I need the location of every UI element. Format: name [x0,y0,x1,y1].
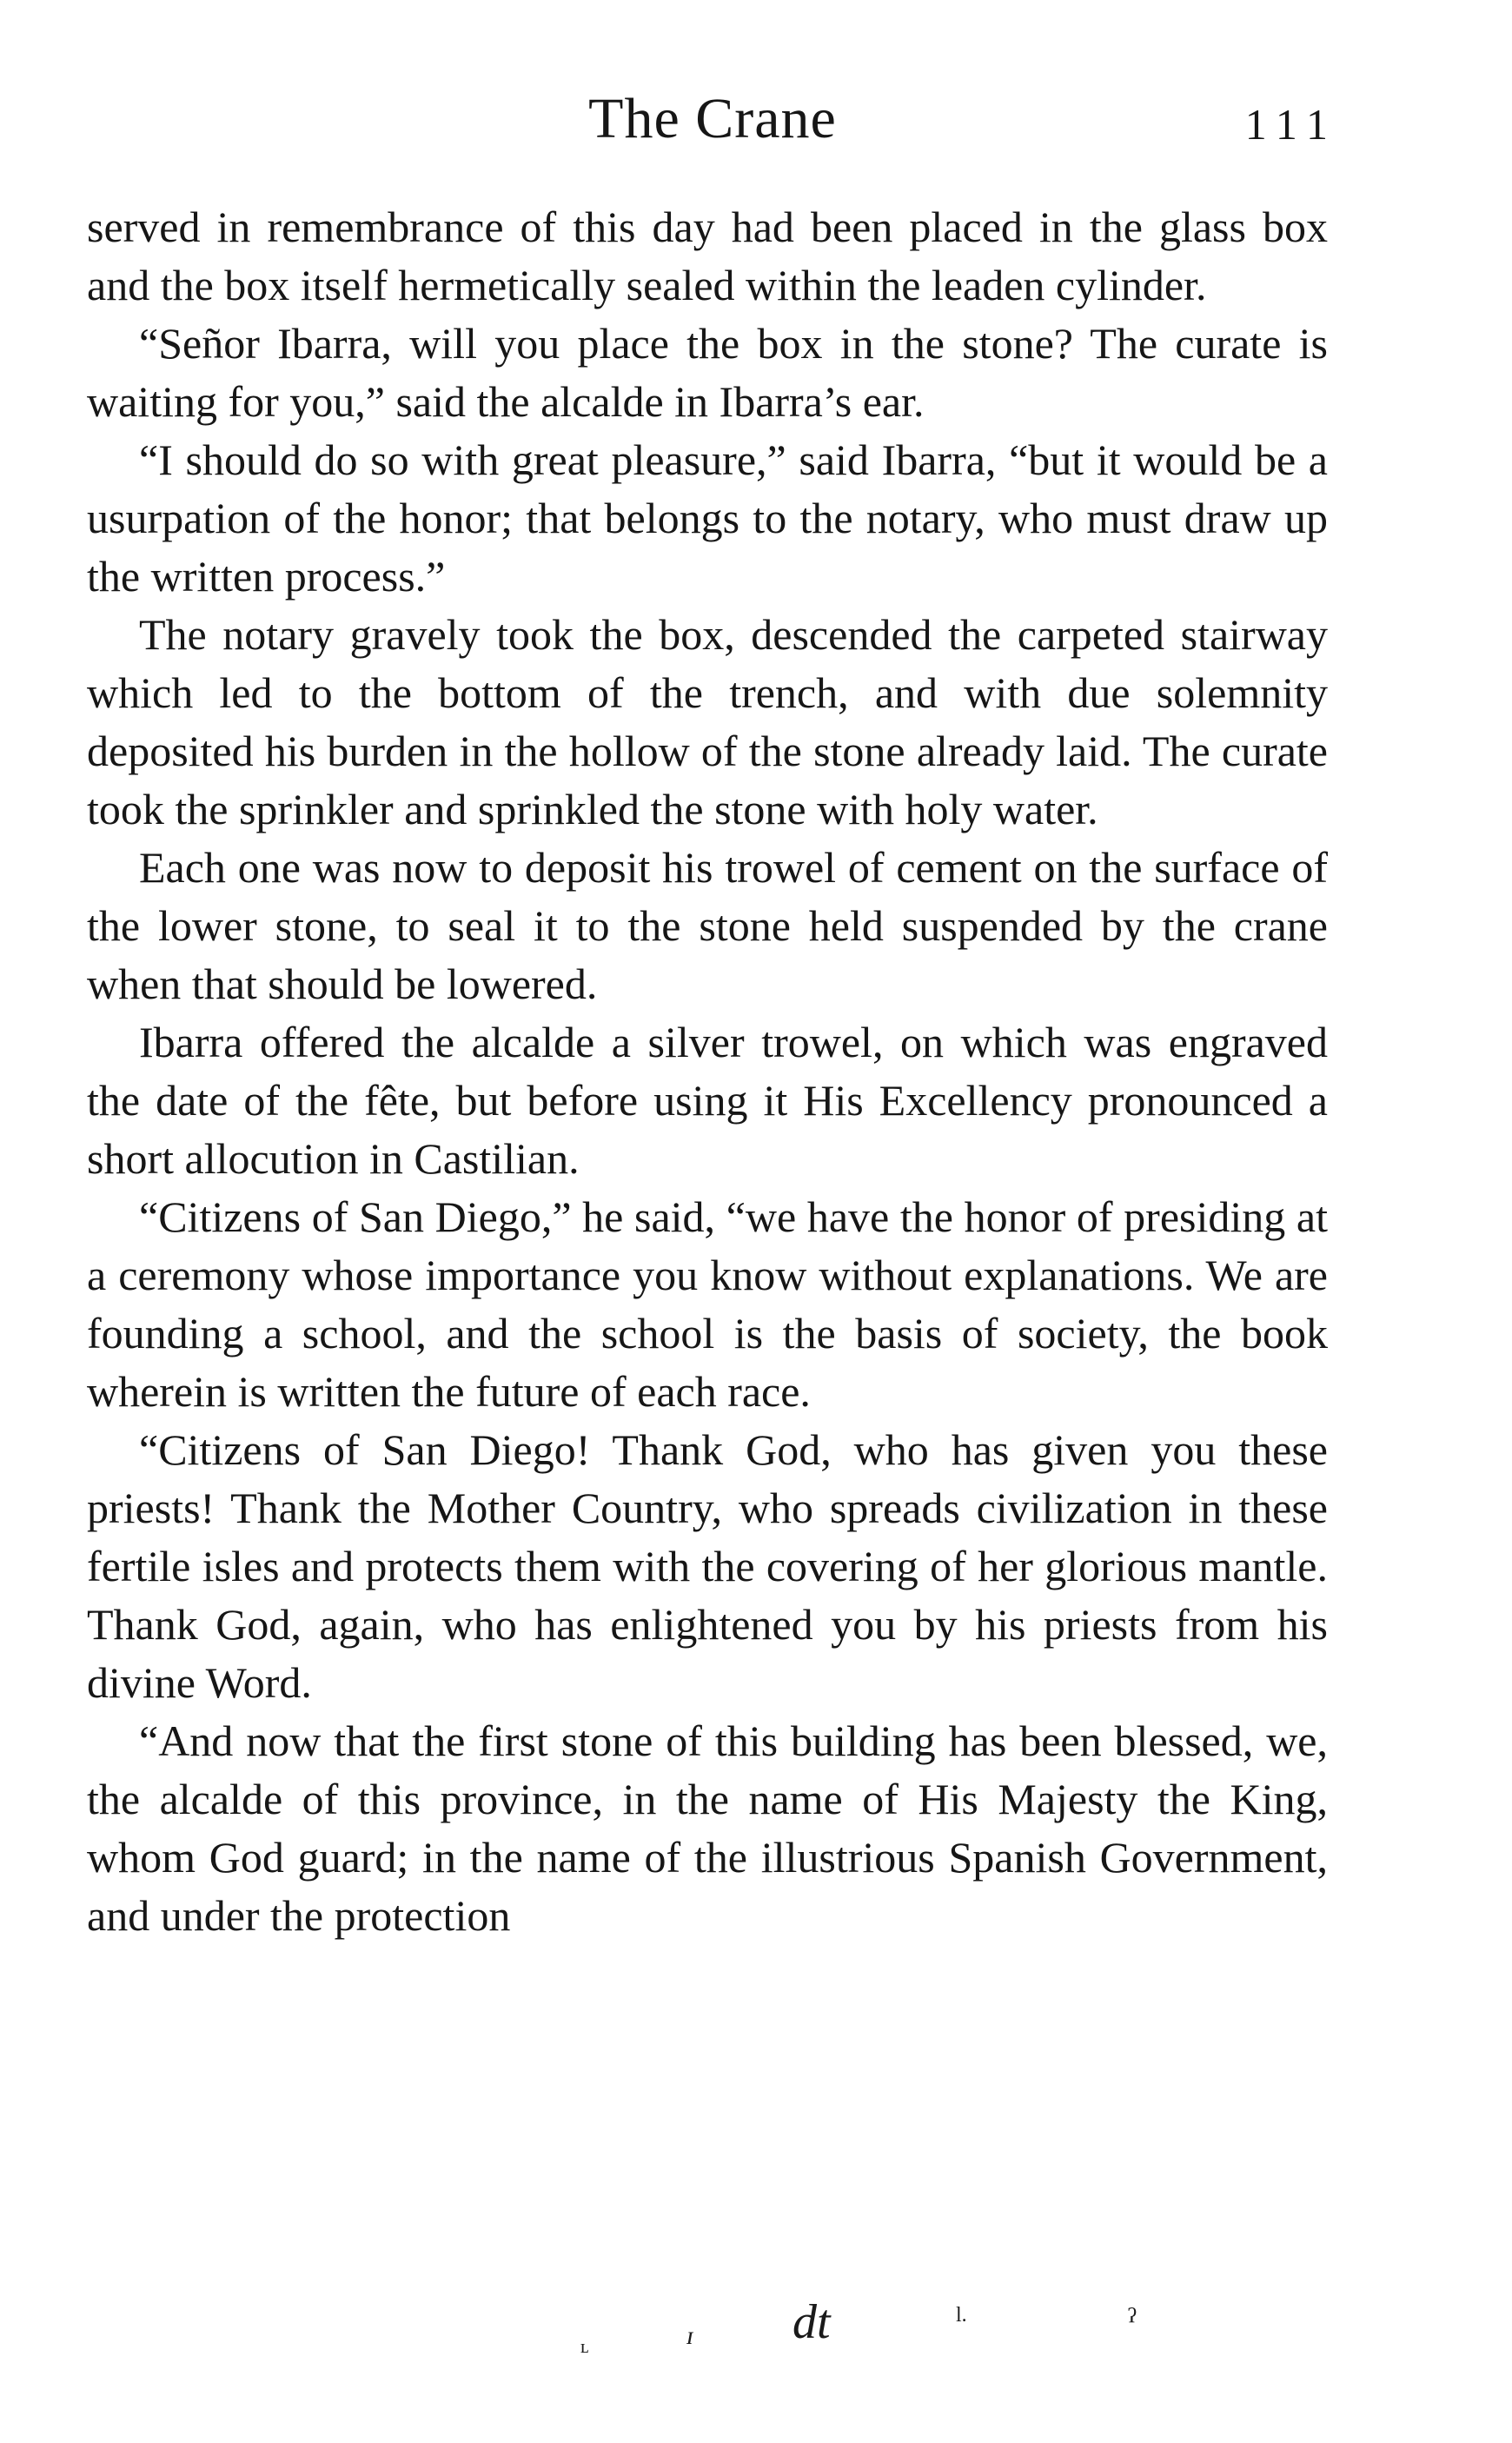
paragraph: Ibarra offered the alcalde a silver trowel, on which was engraved the date of the fête, but before using it His Excellency pronounced a short allocution in Castilian. [87,1018,1328,1183]
print-mark: ʟ [580,2335,589,2357]
paragraph: “And now that the first stone of this building has been blessed, we, the alcalde of this province, in the name of His Majesty the King, whom God guard; in the name of the illustrious Spanish Government, and under the protection [87,1716,1328,1940]
running-title: The Crane [588,87,837,150]
page-number: 111 [1244,100,1338,149]
paragraph: “Citizens of San Diego! Thank God, who has given you these priests! Thank the Mother Country, who spreads civilization in these fertile isles and protects them with the covering of her glorious mantle. Thank God, again, who has enlightened you by his priests from his divine Word. [87,1425,1328,1707]
paragraph: “I should do so with great pleasure,” said Ibarra, “but it would be a usurpation of the honor; that belongs to the notary, who must draw up the written process.” [87,435,1328,601]
paragraph: “Citizens of San Diego,” he said, “we have the honor of presiding at a ceremony whose importance you know without explanations. We are founding a school, and the school is the basis of society, the book wherein is written the future of each race. [87,1192,1328,1416]
print-mark: ˀ [1128,2300,1137,2340]
running-head [87,80,1338,158]
paragraph: The notary gravely took the box, descended the carpeted stairway which led to the bottom of the trench, and with due solemnity deposited his burden in the hollow of the stone already laid. The curate took the sprinkler and sprinkled the stone with holy water. [87,610,1328,833]
paragraph: “Señor Ibarra, will you place the box in the stone? The curate is waiting for you,” said the alcalde in Ibarra’s ear. [87,319,1328,426]
print-mark: dt [792,2295,831,2349]
paragraph: served in remembrance of this day had been placed in the glass box and the box itself hermetically sealed within the leaden cylinder. [87,202,1328,309]
footer-print-marks [0,2295,1512,2357]
print-mark: l. [956,2304,967,2327]
body-text [87,198,1328,1945]
print-mark: ɪ [686,2321,694,2350]
paragraph: Each one was now to deposit his trowel of cement on the surface of the lower stone, to seal it to the stone held suspended by the crane when that should be lowered. [87,843,1328,1008]
